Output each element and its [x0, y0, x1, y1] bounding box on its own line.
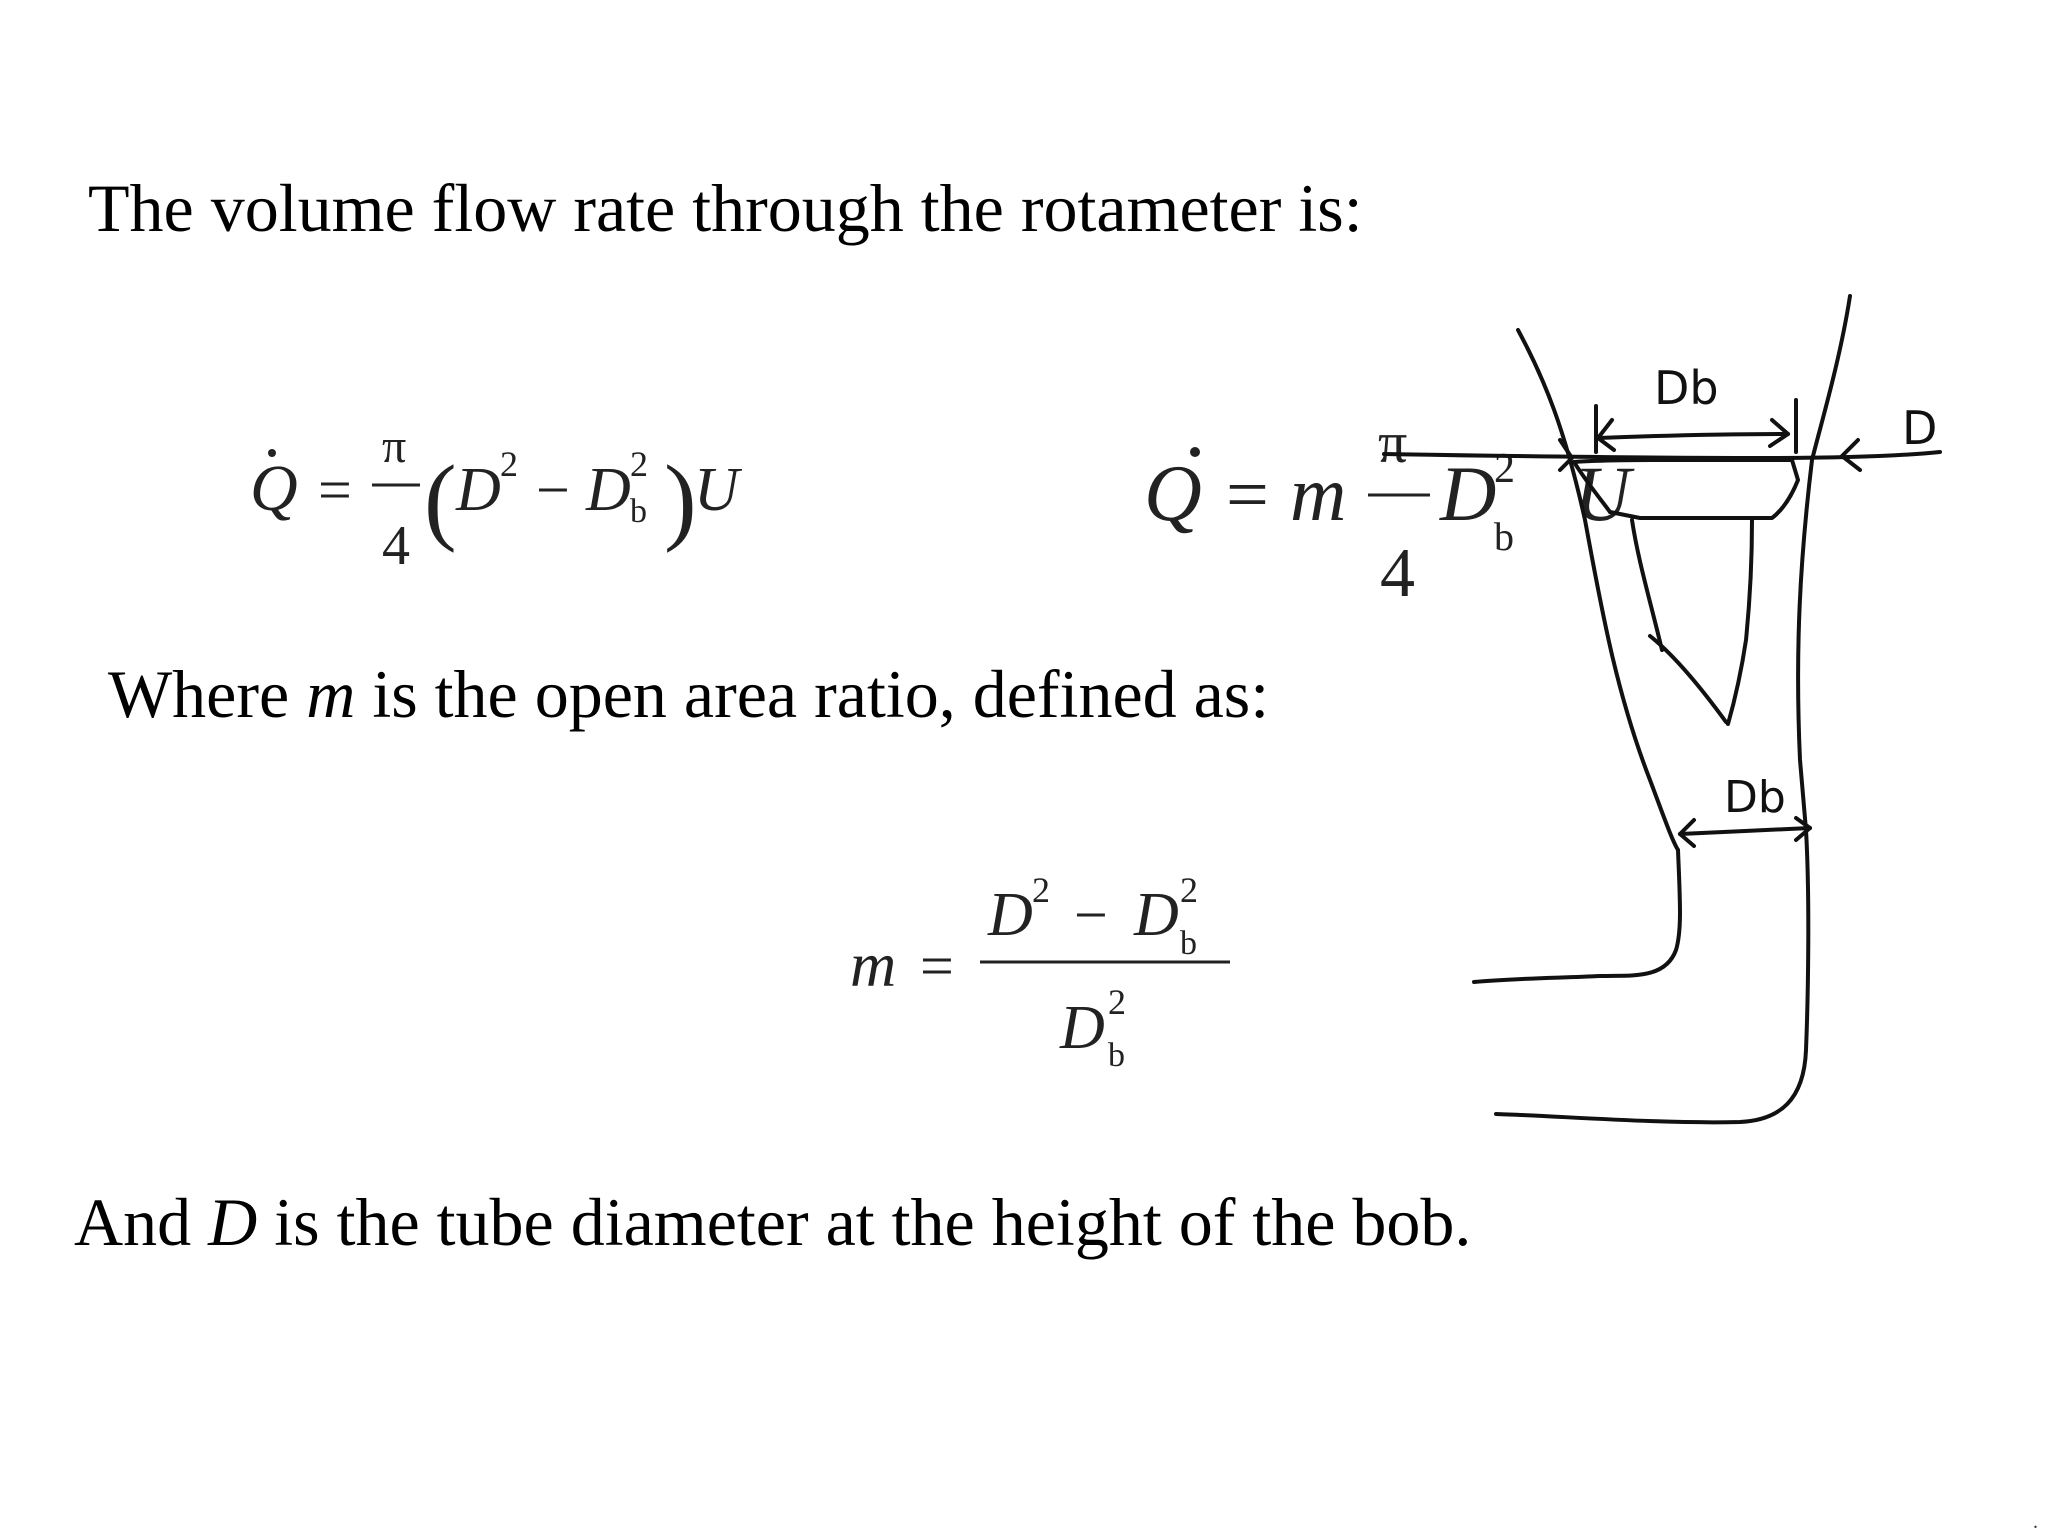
eq3-den-db-sub: b [1108, 1037, 1125, 1074]
eq2-u: U [1574, 450, 1631, 537]
eq1-db-squared: 2 [630, 444, 648, 484]
eq3-num-d: D [988, 881, 1033, 949]
and-post-text: is the tube diameter at the height of the bob. [257, 1184, 1472, 1260]
eq2-m: m [1290, 450, 1347, 537]
eq1-open-paren: ( [424, 446, 457, 554]
eq1-num-pi: π [382, 420, 407, 473]
where-post-text: is the open area ratio, defined as: [355, 656, 1270, 732]
eq1-den-4: 4 [382, 515, 410, 577]
eq2-num-pi: π [1378, 410, 1408, 475]
eq1-db-sub: b [630, 493, 647, 530]
eq2-lhs: Q [1144, 450, 1202, 538]
bob-left-edge [1574, 462, 1610, 512]
eq1-d-squared: 2 [500, 444, 518, 484]
eq2-db: D [1440, 450, 1497, 537]
eq2-equals: = [1226, 453, 1269, 537]
bob-right-taper [1728, 520, 1752, 724]
eq2-db-sub: b [1494, 514, 1514, 559]
intro-text: The volume flow rate through the rotameter is: [88, 170, 1363, 246]
outlet-upper [1474, 850, 1680, 982]
db-top-arrowhead-left [1598, 420, 1614, 450]
corner-mark: . [2033, 1511, 2038, 1533]
eq1-lhs: Q [250, 452, 298, 525]
eq3-num-d-squared: 2 [1032, 870, 1050, 910]
eq1-u: U [694, 456, 739, 524]
label-d-right: D [1902, 401, 1938, 455]
and-var-d: D [208, 1184, 258, 1260]
and-pre-text: And [74, 1184, 209, 1260]
eq1-minus: − [536, 457, 570, 523]
label-db-top: Db [1654, 361, 1719, 415]
eq3-den-d-squared: 2 [1108, 982, 1126, 1022]
eq3-lhs: m [850, 929, 897, 1000]
eq2-db-squared: 2 [1494, 446, 1515, 492]
tube-right-wall [1798, 296, 1850, 830]
eq3-num-minus: − [1074, 882, 1108, 948]
eq1-db: D [586, 456, 631, 524]
eq3-num-db: D [1134, 881, 1179, 949]
eq3-num-db-squared: 2 [1180, 870, 1198, 910]
where-pre-text: Where [108, 656, 307, 732]
eq3-num-db-sub: b [1180, 925, 1197, 962]
eq1-equals: = [318, 457, 352, 523]
bob-left-taper [1632, 520, 1662, 650]
diameter-line [1384, 452, 1940, 458]
eq1-d: D [456, 456, 501, 524]
eq3-equals: = [920, 933, 954, 999]
db-top-arrow-line [1598, 434, 1788, 438]
db-lower-arrow-line [1680, 828, 1810, 834]
eq2-den-4: 4 [1380, 535, 1415, 612]
where-var-m: m [306, 656, 356, 732]
eq3-den-d: D [1060, 994, 1105, 1062]
label-db-mid: Db [1724, 772, 1786, 823]
eq1-close-paren: ) [664, 446, 697, 554]
